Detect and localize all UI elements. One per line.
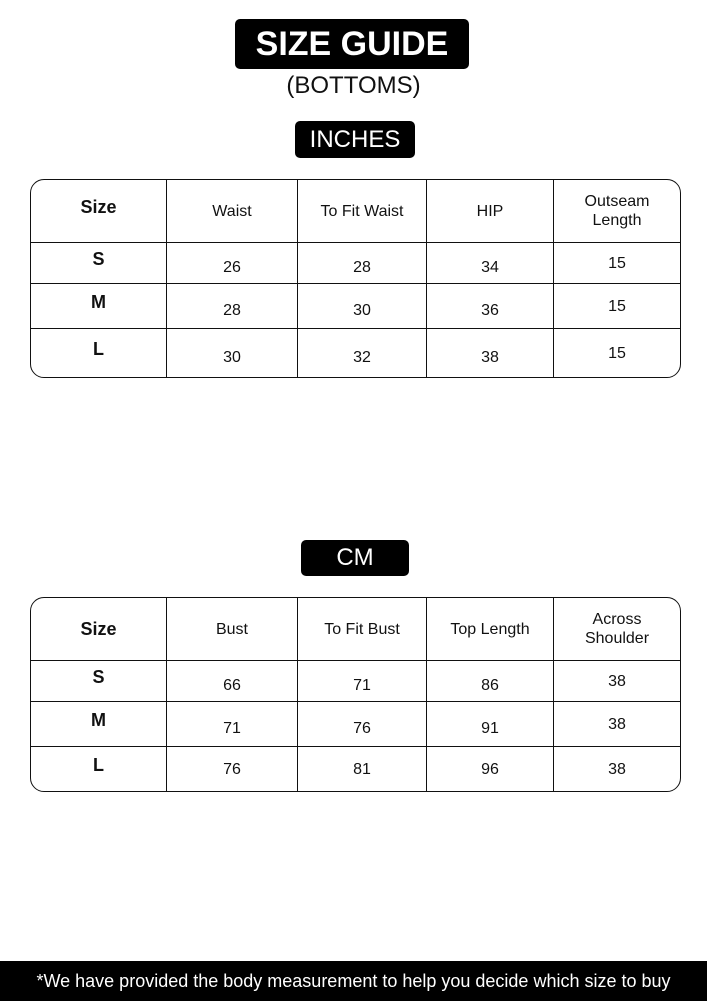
header-cell: To Fit Bust bbox=[298, 598, 427, 661]
value-cell: 76 bbox=[298, 702, 427, 747]
value-cell: 30 bbox=[167, 329, 298, 377]
footer-note: *We have provided the body measurement to help you decide which size to buy bbox=[0, 961, 707, 1001]
header-cell: Across Shoulder bbox=[554, 598, 680, 661]
value-cell: 36 bbox=[427, 284, 554, 329]
cm-size-table bbox=[30, 597, 681, 792]
size-cell: M bbox=[31, 284, 167, 329]
table-row bbox=[31, 243, 680, 284]
table-header-row bbox=[31, 180, 680, 243]
header-cell: HIP bbox=[427, 180, 554, 243]
table-row bbox=[31, 747, 680, 791]
table-row bbox=[31, 329, 680, 377]
value-cell: 28 bbox=[167, 284, 298, 329]
table-row bbox=[31, 661, 680, 702]
inches-unit-badge: INCHES bbox=[295, 121, 415, 158]
value-cell: 81 bbox=[298, 747, 427, 791]
value-cell: 15 bbox=[608, 344, 626, 362]
value-cell: 96 bbox=[427, 747, 554, 791]
header-cell: Outseam Length bbox=[554, 180, 680, 243]
header-cell: Waist bbox=[167, 180, 298, 243]
value-cell: 38 bbox=[554, 661, 680, 702]
table-row bbox=[31, 702, 680, 747]
value-cell: 76 bbox=[167, 747, 298, 791]
value-cell: 71 bbox=[167, 702, 298, 747]
size-cell: S bbox=[31, 243, 167, 284]
cm-unit-badge: CM bbox=[301, 540, 409, 576]
size-cell: S bbox=[31, 661, 167, 702]
table-row bbox=[31, 284, 680, 329]
value-cell: 38 bbox=[608, 760, 626, 778]
header-cell: Size bbox=[31, 598, 167, 661]
value-cell: 15 bbox=[554, 284, 680, 329]
value-cell: 38 bbox=[554, 702, 680, 747]
size-cell: L bbox=[31, 329, 167, 377]
value-cell: 26 bbox=[167, 243, 298, 284]
value-cell: 32 bbox=[298, 329, 427, 377]
value-cell: 71 bbox=[298, 661, 427, 702]
table-header-row bbox=[31, 598, 680, 661]
header-cell: To Fit Waist bbox=[298, 180, 427, 243]
page-subtitle: (BOTTOMS) bbox=[286, 72, 421, 99]
value-cell: 86 bbox=[427, 661, 554, 702]
value-cell: 15 bbox=[554, 243, 680, 284]
header-cell: Top Length bbox=[427, 598, 554, 661]
value-cell: 91 bbox=[427, 702, 554, 747]
header-cell: Bust bbox=[167, 598, 298, 661]
value-cell: 38 bbox=[427, 329, 554, 377]
inches-size-table bbox=[30, 179, 681, 378]
size-cell: M bbox=[31, 702, 167, 747]
page-title: SIZE GUIDE bbox=[235, 19, 469, 69]
value-cell: 28 bbox=[298, 243, 427, 284]
header-cell: Size bbox=[31, 180, 167, 243]
value-cell: 30 bbox=[298, 284, 427, 329]
value-cell: 34 bbox=[427, 243, 554, 284]
value-cell: 66 bbox=[167, 661, 298, 702]
size-cell: L bbox=[31, 747, 167, 791]
